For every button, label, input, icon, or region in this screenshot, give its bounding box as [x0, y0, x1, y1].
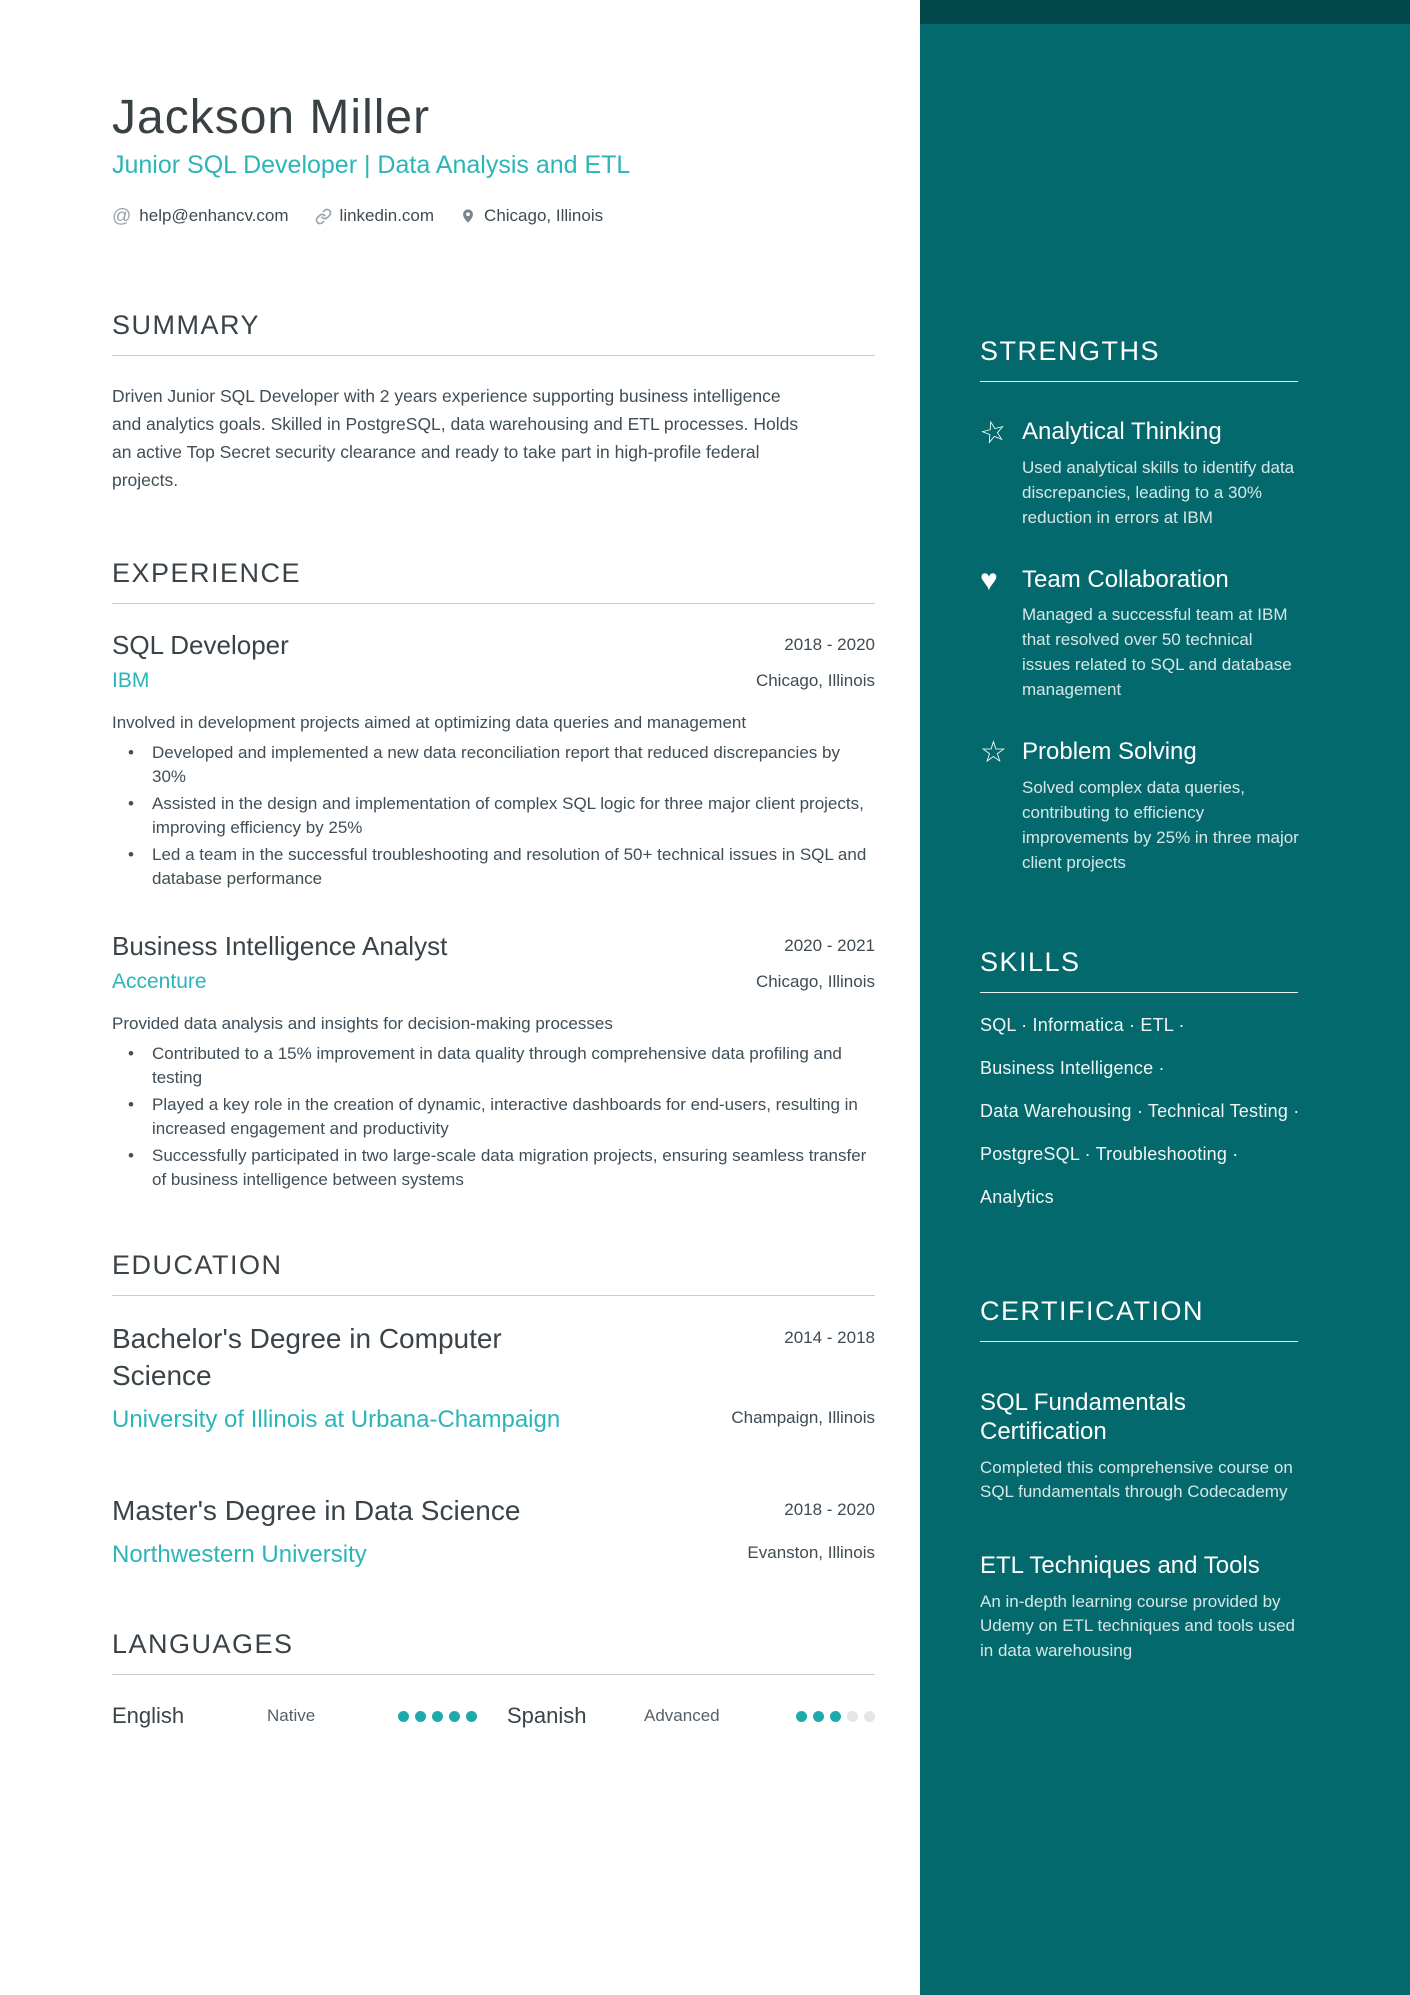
summary-text: Driven Junior SQL Developer with 2 years experience supporting business intelligence and analytics goals. Skilled in PostgreSQL, data warehousing and ETL processes. Holds an active Top Secret security clearance and ready to take part in high-profile federal projects. — [112, 386, 799, 491]
divider — [112, 1674, 875, 1675]
divider — [112, 603, 875, 604]
language-proficiency-dots — [398, 1711, 477, 1722]
strengths-heading: STRENGTHS — [980, 336, 1161, 366]
school-name: University of Illinois at Urbana-Champaign — [112, 1406, 561, 1434]
certification-item — [980, 1551, 1300, 1664]
strength-description: Solved complex data queries, contributing to efficiency improvements by 25% in three major client projects — [1022, 777, 1299, 872]
candidate-headline: Junior SQL Developer | Data Analysis and ETL — [112, 151, 631, 180]
divider — [980, 1341, 1298, 1342]
company-name: IBM — [112, 669, 150, 693]
skills-section — [980, 947, 1300, 1208]
strength-item — [980, 563, 1300, 703]
skill-line: SQL · Informatica · ETL · — [980, 1014, 1185, 1035]
language-item — [507, 1703, 875, 1729]
job-dates: 2020 - 2021 — [784, 936, 875, 956]
certification-title: ETL Techniques and Tools — [980, 1551, 1260, 1579]
job-bullet: • Developed and implemented a new data reconciliation report that reduced discrepancies by 30% — [112, 741, 875, 789]
degree-location: Champaign, Illinois — [731, 1408, 875, 1428]
language-proficiency-dots — [796, 1711, 875, 1722]
proficiency-dot — [449, 1711, 460, 1722]
language-level: Native — [267, 1706, 316, 1726]
job-bullet-list — [112, 1042, 875, 1192]
divider — [980, 992, 1298, 993]
degree-title: Bachelor's Degree in Computer Science — [112, 1323, 502, 1392]
proficiency-dot — [813, 1711, 824, 1722]
education-entry — [112, 1320, 875, 1436]
skill-line: Data Warehousing · Technical Testing · — [980, 1100, 1300, 1121]
language-level: Advanced — [644, 1706, 720, 1726]
education-section — [112, 1250, 875, 1571]
job-title: Business Intelligence Analyst — [112, 931, 448, 962]
education-heading: EDUCATION — [112, 1250, 283, 1281]
language-item — [112, 1703, 507, 1729]
strength-description: Managed a successful team at IBM that resolved over 50 technical issues related to SQL and database management — [1022, 605, 1292, 700]
certification-item — [980, 1388, 1300, 1505]
degree-dates: 2014 - 2018 — [784, 1328, 875, 1348]
email-text: help@enhancv.com — [139, 206, 289, 226]
certification-description: Completed this comprehensive course on SQL fundamentals through Codecademy — [980, 1457, 1293, 1502]
proficiency-dot — [847, 1711, 858, 1722]
degree-title: Master's Degree in Data Science — [112, 1495, 521, 1527]
summary-section — [112, 310, 875, 494]
divider — [112, 355, 875, 356]
location-text: Chicago, Illinois — [484, 206, 604, 226]
skills-heading: SKILLS — [980, 946, 1081, 977]
proficiency-dot — [432, 1711, 443, 1722]
at-icon: @ — [112, 205, 132, 227]
skill-line: Analytics — [980, 1186, 1054, 1207]
proficiency-dot — [466, 1711, 477, 1722]
education-entry — [112, 1492, 875, 1571]
job-dates: 2018 - 2020 — [784, 635, 875, 655]
company-name: Accenture — [112, 970, 207, 994]
proficiency-dot — [830, 1711, 841, 1722]
degree-location: Evanston, Illinois — [747, 1543, 875, 1563]
job-bullet: • Led a team in the successful troubleshooting and resolution of 50+ technical issues in SQL and database performance — [112, 843, 875, 891]
job-bullet-list — [112, 741, 875, 891]
strength-title: Team Collaboration — [1022, 565, 1229, 593]
proficiency-dot — [398, 1711, 409, 1722]
degree-dates: 2018 - 2020 — [784, 1500, 875, 1520]
experience-section — [112, 558, 875, 1192]
divider — [980, 381, 1298, 382]
job-bullet: • Successfully participated in two large-scale data migration projects, ensuring seamless transfer of business intelligence between systems — [112, 1144, 875, 1192]
linkedin-contact[interactable] — [315, 206, 435, 226]
summary-heading: SUMMARY — [112, 310, 261, 341]
location-pin-icon — [460, 207, 476, 225]
linkedin-text: linkedin.com — [339, 206, 435, 226]
experience-heading: EXPERIENCE — [112, 558, 302, 589]
star-icon: ☆ — [980, 736, 1007, 770]
school-name: Northwestern University — [112, 1541, 367, 1569]
job-location: Chicago, Illinois — [755, 972, 875, 992]
certification-section — [980, 1296, 1300, 1664]
location-contact — [460, 206, 603, 226]
skill-line: PostgreSQL · Troubleshooting · — [980, 1143, 1239, 1164]
job-bullet: • Assisted in the design and implementation of complex SQL logic for three major client projects, improving efficiency by 25% — [112, 792, 875, 840]
job-title: SQL Developer — [112, 630, 289, 661]
heart-icon: ♥ — [980, 563, 998, 597]
skill-line: Business Intelligence · — [980, 1057, 1165, 1078]
email-contact[interactable] — [112, 206, 289, 226]
proficiency-dot — [415, 1711, 426, 1722]
divider — [112, 1295, 875, 1296]
experience-entry — [112, 931, 875, 1192]
sidebar — [920, 0, 1410, 1995]
sidebar-top-accent-bar — [920, 0, 1410, 24]
languages-section — [112, 1629, 875, 1729]
job-summary: Involved in development projects aimed at optimizing data queries and management — [112, 713, 747, 733]
language-name: English — [112, 1703, 185, 1729]
strength-item — [976, 413, 1300, 530]
certification-heading: CERTIFICATION — [980, 1295, 1205, 1326]
candidate-name: Jackson Miller — [112, 91, 431, 144]
strength-description: Used analytical skills to identify data discrepancies, leading to a 30% reduction in errors at IBM — [1022, 457, 1295, 527]
languages-heading: LANGUAGES — [112, 1629, 294, 1660]
certification-title: SQL Fundamentals Certification — [980, 1388, 1186, 1445]
experience-entry — [112, 630, 875, 891]
strengths-section — [976, 336, 1300, 875]
job-bullet: • Played a key role in the creation of dynamic, interactive dashboards for end-users, resulting in increased engagement and productivity — [112, 1093, 875, 1141]
language-name: Spanish — [507, 1703, 587, 1729]
proficiency-dot — [864, 1711, 875, 1722]
job-bullet: • Contributed to a 15% improvement in data quality through comprehensive data profiling and testing — [112, 1042, 875, 1090]
languages-row — [112, 1703, 875, 1729]
main-column — [112, 0, 875, 1729]
strength-item — [980, 738, 1300, 875]
link-icon — [315, 208, 332, 225]
strength-title: Problem Solving — [1022, 738, 1197, 766]
star-tilted-icon: ☆ — [976, 413, 1011, 452]
strength-title: Analytical Thinking — [1022, 418, 1222, 445]
contact-row — [112, 206, 875, 226]
proficiency-dot — [796, 1711, 807, 1722]
job-summary: Provided data analysis and insights for decision-making processes — [112, 1014, 613, 1034]
certification-description: An in-depth learning course provided by Udemy on ETL techniques and tools used in data warehousing — [980, 1591, 1296, 1660]
job-location: Chicago, Illinois — [755, 671, 875, 691]
